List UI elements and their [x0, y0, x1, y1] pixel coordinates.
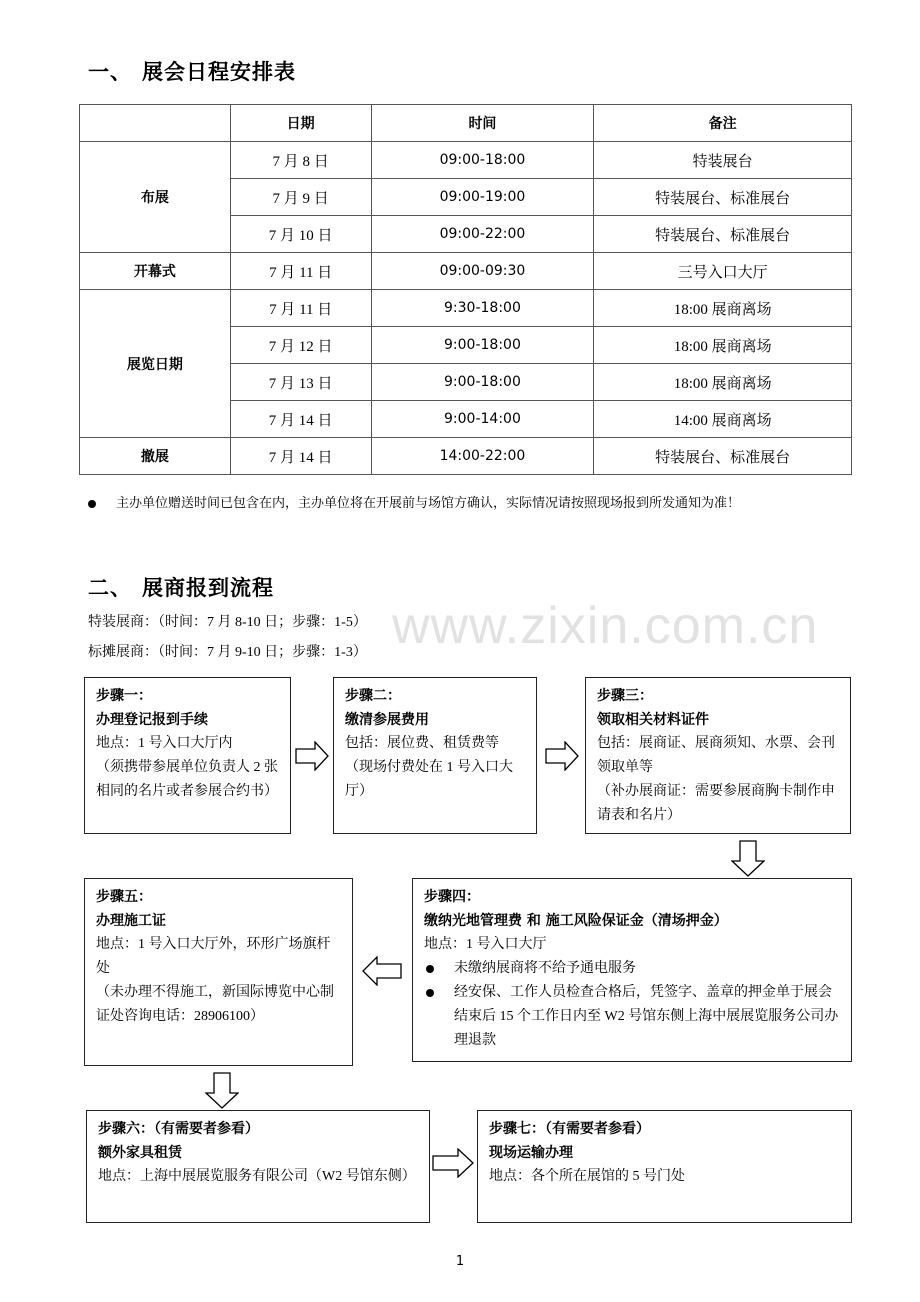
section1-heading — [88, 56, 296, 86]
time-cell: 09:00-09:30 — [371, 253, 594, 290]
section2-heading — [88, 572, 274, 602]
step7-box — [477, 1110, 852, 1223]
time-cell: 9:00-14:00 — [371, 401, 594, 438]
date-cell: 7 月 12 日 — [230, 327, 371, 364]
bullet-icon — [88, 500, 96, 508]
step4-label: 步骤四： — [424, 889, 480, 905]
step5-label: 步骤五： — [96, 889, 152, 905]
arrow-down-icon — [205, 1072, 239, 1109]
category-cell: 布展 — [80, 142, 231, 253]
watermark: www.zixin.com.cn — [392, 597, 819, 655]
section1-number: 一、 — [88, 60, 132, 84]
step1-title: 办理登记报到手续 — [96, 712, 208, 728]
step6-box — [86, 1110, 430, 1223]
header-cell-note: 备注 — [594, 105, 852, 142]
arrow-right-icon — [432, 1148, 474, 1178]
step4-list — [424, 957, 840, 1053]
step1-body: 地点：1 号入口大厅内 （须携带参展单位负责人 2 张相同的名片或者参展合约书） — [96, 736, 278, 799]
date-cell: 7 月 10 日 — [230, 216, 371, 253]
header-cell-blank — [80, 105, 231, 142]
step6-label: 步骤六：（有需要者参看） — [98, 1121, 259, 1137]
date-cell: 7 月 13 日 — [230, 364, 371, 401]
date-cell: 7 月 14 日 — [230, 438, 371, 475]
note-cell: 18:00 展商离场 — [594, 290, 852, 327]
table-row — [80, 438, 852, 475]
table-row — [80, 290, 852, 327]
step5-title: 办理施工证 — [96, 913, 166, 929]
arrow-left-icon — [362, 956, 402, 986]
time-cell: 9:30-18:00 — [371, 290, 594, 327]
note-cell: 三号入口大厅 — [594, 253, 852, 290]
note-cell: 18:00 展商离场 — [594, 364, 852, 401]
category-cell: 展览日期 — [80, 290, 231, 438]
table-header-row — [80, 105, 852, 142]
schedule-note-text: 主办单位赠送时间已包含在内，主办单位将在开展前与场馆方确认，实际情况请按照现场报到所发通知为准！ — [116, 495, 741, 510]
arrow-right-icon — [295, 741, 329, 771]
arrow-right-icon — [545, 741, 579, 771]
table-row — [80, 253, 852, 290]
time-cell: 14:00-22:00 — [371, 438, 594, 475]
schedule-note — [88, 492, 740, 511]
step1-label: 步骤一： — [96, 688, 152, 704]
step2-label: 步骤二： — [345, 688, 401, 704]
time-cell: 09:00-22:00 — [371, 216, 594, 253]
time-cell: 9:00-18:00 — [371, 327, 594, 364]
arrow-down-icon — [731, 840, 765, 877]
special-exhibitor-line: 特装展商：（时间：7 月 8-10 日；步骤：1-5） — [88, 615, 367, 630]
list-item: 未缴纳展商将不给予通电服务 — [424, 957, 840, 981]
schedule-table — [79, 104, 852, 475]
step6-body: 地点：上海中展展览服务有限公司（W2 号馆东侧） — [98, 1169, 416, 1184]
date-cell: 7 月 11 日 — [230, 290, 371, 327]
time-cell: 09:00-19:00 — [371, 179, 594, 216]
category-cell: 撤展 — [80, 438, 231, 475]
date-cell: 7 月 11 日 — [230, 253, 371, 290]
note-cell: 14:00 展商离场 — [594, 401, 852, 438]
step5-body: 地点：1 号入口大厅外，环形广场旗杆处 （未办理不得施工，新国际博览中心制证处咨询电话：28906100） — [96, 937, 334, 1024]
step3-label: 步骤三： — [597, 688, 653, 704]
section1-title: 展会日程安排表 — [142, 60, 296, 84]
step4-place: 地点：1 号入口大厅 — [424, 937, 547, 952]
note-cell: 特装展台、标准展台 — [594, 438, 852, 475]
time-cell: 9:00-18:00 — [371, 364, 594, 401]
note-cell: 18:00 展商离场 — [594, 327, 852, 364]
section2-title: 展商报到流程 — [142, 576, 274, 600]
time-cell: 09:00-18:00 — [371, 142, 594, 179]
step6-title: 额外家具租赁 — [98, 1145, 182, 1161]
step4-box — [412, 878, 852, 1062]
step2-box — [333, 677, 537, 834]
header-cell-time: 时间 — [371, 105, 594, 142]
step7-title: 现场运输办理 — [489, 1145, 573, 1161]
step3-title: 领取相关材料证件 — [597, 712, 709, 728]
date-cell: 7 月 9 日 — [230, 179, 371, 216]
section2-number: 二、 — [88, 576, 132, 600]
step5-box — [84, 878, 353, 1066]
header-cell-date: 日期 — [230, 105, 371, 142]
step1-box — [84, 677, 291, 834]
step7-body: 地点：各个所在展馆的 5 号门处 — [489, 1169, 685, 1184]
note-cell: 特装展台 — [594, 142, 852, 179]
step2-body: 包括：展位费、租赁费等 （现场付费处在 1 号入口大厅） — [345, 736, 513, 799]
category-cell: 开幕式 — [80, 253, 231, 290]
step3-body: 包括：展商证、展商须知、水票、会刊领取单等 （补办展商证：需要参展商胸卡制作申请表和名片） — [597, 736, 835, 823]
step2-title: 缴清参展费用 — [345, 712, 429, 728]
table-row — [80, 142, 852, 179]
note-cell: 特装展台、标准展台 — [594, 179, 852, 216]
step7-label: 步骤七：（有需要者参看） — [489, 1121, 650, 1137]
step3-box — [585, 677, 851, 834]
list-item: 经安保、工作人员检查合格后，凭签字、盖章的押金单于展会结束后 15 个工作日内至 W2 号馆东侧上海中展展览服务公司办理退款 — [424, 981, 840, 1053]
page-number: 1 — [455, 1254, 465, 1269]
date-cell: 7 月 8 日 — [230, 142, 371, 179]
note-cell: 特装展台、标准展台 — [594, 216, 852, 253]
standard-exhibitor-line: 标摊展商：（时间：7 月 9-10 日；步骤：1-3） — [88, 645, 367, 660]
date-cell: 7 月 14 日 — [230, 401, 371, 438]
step4-title: 缴纳光地管理费 和 施工风险保证金（清场押金） — [424, 913, 728, 929]
